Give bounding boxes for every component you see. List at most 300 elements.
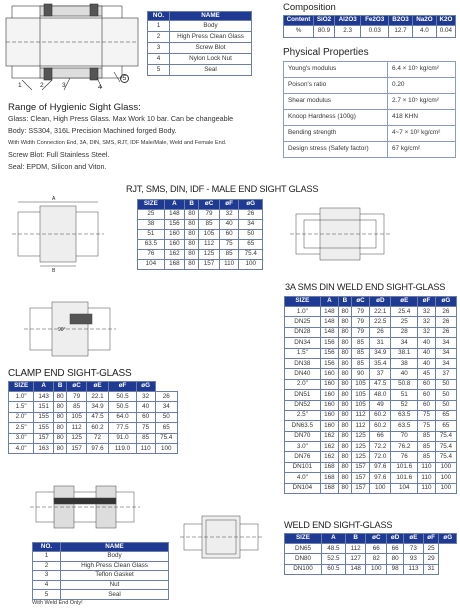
weld3a-cell: 34.9 (370, 348, 391, 358)
range-line: Body: SS304, 316L Precision Machined forged Body. (8, 126, 177, 135)
weld3a-cell: 80 (339, 327, 352, 337)
weld3a-row (285, 473, 457, 483)
composition-header: B2O3 (389, 16, 413, 26)
clamp-cell: 143 (34, 392, 53, 402)
weld3a-cell: 26 (435, 327, 456, 337)
weld3a-row (285, 348, 457, 358)
range-connection-line: With Width Connection End, 3A, DIN, SMS, RJT, IDF Male/Male, Weld and Female End. (8, 140, 227, 146)
clamp-row (9, 412, 178, 422)
weld3a-cell: 80 (339, 400, 352, 410)
drawing-label-b: B (52, 268, 56, 274)
weld3a-cell: 22.5 (370, 317, 391, 327)
weld-cell: 93 (404, 554, 424, 564)
weld3a-cell: 148 (320, 327, 338, 337)
callout-5: 5 (120, 74, 129, 83)
clamp-title: CLAMP END SIGHT-GLASS (8, 368, 132, 379)
weld-cell: DN80 (285, 554, 322, 564)
weld3a-cell: 90 (351, 369, 369, 379)
weld3a-cell: 79 (351, 307, 369, 317)
weld3a-cell: DN63.5 (285, 421, 321, 431)
weld3a-cell: DN25 (285, 317, 321, 327)
composition-header: Al2O3 (335, 16, 361, 26)
rjt-cell: 80 (185, 210, 199, 220)
weld3a-cell: 80 (339, 358, 352, 368)
clamp-cell: 157 (67, 443, 86, 453)
property-name: Knoop Hardness (100g) (284, 110, 388, 126)
rjt-cell: 26 (239, 210, 263, 220)
weld3a-cell: 97.6 (370, 462, 391, 472)
weld3a-cell: 40 (391, 369, 418, 379)
rjt-cell: 105 (199, 230, 219, 240)
weld3a-cell: 60 (418, 390, 436, 400)
clamp-cell: 157 (34, 433, 53, 443)
weld-cell: 98 (387, 564, 404, 574)
weld3a-row (285, 338, 457, 348)
weld3a-cell: 80 (339, 473, 352, 483)
clamp-cell: 1.0" (9, 392, 34, 402)
weld3a-cell: 63.5 (391, 410, 418, 420)
clamp-cell: 163 (34, 443, 53, 453)
rjt-cell: 25 (138, 210, 165, 220)
part-no: 1 (33, 552, 61, 562)
composition-table (283, 15, 456, 38)
property-value: 0.20 (388, 78, 456, 94)
rjt-header: SIZE (138, 200, 165, 210)
weld3a-cell: 157 (351, 483, 369, 493)
rjt-cell: 110 (219, 260, 239, 270)
weld3a-cell: 160 (320, 379, 338, 389)
weld3a-cell: 80 (339, 410, 352, 420)
rjt-cell: 148 (164, 210, 184, 220)
weld3a-row (285, 462, 457, 472)
clamp-cell: 80 (53, 392, 67, 402)
rjt-cell: 80 (185, 230, 199, 240)
weld3a-cell: 157 (351, 473, 369, 483)
range-line: Screw Blot: Full Stainless Steel. (8, 150, 110, 159)
clamp-row (9, 443, 178, 453)
weld3a-cell: 105 (351, 390, 369, 400)
rjt-title: RJT, SMS, DIN, IDF - MALE END SIGHT GLASS (126, 184, 319, 194)
weld3a-cell: 162 (320, 452, 338, 462)
weld-cell: 148 (345, 564, 366, 574)
weld3a-cell: 85 (351, 348, 369, 358)
weld-header: SIZE (285, 534, 322, 544)
range-title: Range of Hygienic Sight Glass: (8, 102, 141, 113)
weld-cell: 113 (404, 564, 424, 574)
weld3a-cell: 38 (391, 358, 418, 368)
weld3a-cell: 1.5" (285, 348, 321, 358)
weld3a-cell: 37 (370, 369, 391, 379)
weld-cell: 100 (366, 564, 387, 574)
composition-cell: 12.7 (389, 26, 413, 38)
part-no: 4 (148, 54, 170, 65)
weld3a-cell: 79 (351, 327, 369, 337)
weld3a-row (285, 442, 457, 452)
weld3a-cell: 160 (320, 421, 338, 431)
rjt-cell: 85 (199, 220, 219, 230)
weld3a-cell: 160 (320, 410, 338, 420)
weld3a-cell: 112 (351, 410, 369, 420)
weld3a-cell: 2.0" (285, 379, 321, 389)
rjt-cell: 75.4 (239, 250, 263, 260)
clamp-row (9, 402, 178, 412)
weld3a-cell: 34 (435, 358, 456, 368)
weld3a-cell: 110 (418, 462, 436, 472)
weld3a-cell: 32 (418, 327, 436, 337)
weld3a-cell: 52 (391, 400, 418, 410)
clamp-header: øG (136, 382, 155, 392)
weld-cell: 29 (423, 554, 439, 564)
weld-header: øE (404, 534, 424, 544)
clamp-cell: 80 (53, 433, 67, 443)
physical-properties-table (283, 61, 456, 158)
weld3a-cell: 85 (418, 431, 436, 441)
clamp-header: øC (67, 382, 86, 392)
part-name: Body (61, 552, 169, 562)
rjt-cell: 40 (219, 220, 239, 230)
clamp-row (9, 423, 178, 433)
rjt-cell: 32 (219, 210, 239, 220)
clamp-cell: 2.5" (9, 423, 34, 433)
weld3a-cell: 148 (320, 317, 338, 327)
property-name: Young's modulus (284, 62, 388, 78)
rjt-cell: 51 (138, 230, 165, 240)
weld3a-cell: 101.6 (391, 473, 418, 483)
weld3a-cell: 60.2 (370, 421, 391, 431)
clamp-cell: 26 (155, 392, 178, 402)
weld3a-cell: 75.4 (435, 442, 456, 452)
weld3a-cell: 72.2 (370, 442, 391, 452)
weld-cell: 66 (387, 544, 404, 554)
rjt-header: B (185, 200, 199, 210)
weld3a-cell: 156 (320, 338, 338, 348)
col-no: NO. (148, 12, 170, 21)
weld3a-cell: 50 (435, 390, 456, 400)
clamp-cell: 34.9 (86, 402, 108, 412)
weld3a-cell: 110 (418, 483, 436, 493)
clamp-header: øF (109, 382, 137, 392)
weld3a-cell: 51 (391, 390, 418, 400)
rjt-cell: 85 (219, 250, 239, 260)
rjt-cell: 104 (138, 260, 165, 270)
composition-header: Fe2O3 (361, 16, 389, 26)
weld3a-header: øF (418, 297, 436, 307)
property-value: 6.4 × 10⁵ kg/cm² (388, 62, 456, 78)
weld3a-cell: 34 (435, 348, 456, 358)
weld3a-cell: 80 (339, 462, 352, 472)
clamp-table (8, 381, 178, 454)
part-name: High Press Clean Glass (170, 32, 252, 43)
composition-cell: 4.0 (412, 26, 436, 38)
male-end-right-drawing (290, 204, 390, 266)
callout-1: 1 (18, 82, 22, 89)
weld-cell: DN65 (285, 544, 322, 554)
rjt-cell: 100 (239, 260, 263, 270)
weld3a-header: øC (351, 297, 369, 307)
rjt-cell: 80 (185, 260, 199, 270)
clamp-header: øE (86, 382, 108, 392)
weld-cell: DN100 (285, 564, 322, 574)
weld3a-header: øE (391, 297, 418, 307)
weld3a-cell: 85 (418, 442, 436, 452)
weld3a-cell: 75.4 (435, 452, 456, 462)
weld3a-cell: DN101 (285, 462, 321, 472)
rjt-header: øF (219, 200, 239, 210)
weld3a-cell: 148 (320, 307, 338, 317)
clamp-cell: 50 (155, 412, 178, 422)
weld3a-cell: 72.0 (370, 452, 391, 462)
weld3a-cell: 66 (370, 431, 391, 441)
bottom-parts-table (32, 542, 169, 600)
callout-4: 4 (98, 84, 102, 91)
physical-properties-title: Physical Properties (283, 47, 369, 58)
clamp-cell: 60 (136, 412, 155, 422)
property-name: Bending strength (284, 126, 388, 142)
weld3a-header: øG (435, 297, 456, 307)
weld3a-cell: 40 (418, 348, 436, 358)
weld3a-cell: 3.0" (285, 442, 321, 452)
weld3a-cell: 162 (320, 431, 338, 441)
clamp-cell: 47.5 (86, 412, 108, 422)
clamp-cell: 75 (136, 423, 155, 433)
weld3a-cell: 2.5" (285, 410, 321, 420)
rjt-cell: 65 (239, 240, 263, 250)
weld3a-table (284, 296, 457, 494)
weld3a-cell: 26 (435, 317, 456, 327)
weld-end-note: With Weld End Only! (32, 600, 83, 606)
weld3a-cell: 156 (320, 358, 338, 368)
weld3a-title: 3A SMS DIN WELD END SIGHT-GLASS (285, 282, 446, 292)
weld-cell: 127 (345, 554, 366, 564)
weld3a-row (285, 483, 457, 493)
weld3a-row (285, 358, 457, 368)
weld3a-cell: DN38 (285, 358, 321, 368)
clamp-cell: 155 (34, 423, 53, 433)
weld3a-cell: 80 (339, 483, 352, 493)
col-no: NO. (33, 543, 61, 552)
drawing-label-a: A (52, 196, 56, 202)
clamp-cell: 105 (67, 412, 86, 422)
rjt-cell: 162 (164, 250, 184, 260)
rjt-header: A (164, 200, 184, 210)
weld3a-cell: 80 (339, 390, 352, 400)
clamp-cell: 22.1 (86, 392, 108, 402)
weld-cell: 73 (404, 544, 424, 554)
weld-header: øG (439, 534, 457, 544)
rjt-cell: 50 (239, 230, 263, 240)
weld-header: B (345, 534, 366, 544)
rjt-cell: 157 (199, 260, 219, 270)
rjt-header: øC (199, 200, 219, 210)
weld3a-cell: 80 (339, 452, 352, 462)
weld3a-cell: 60 (418, 379, 436, 389)
weld3a-cell: 48.0 (370, 390, 391, 400)
weld3a-cell: 34 (391, 338, 418, 348)
clamp-cell: 50.5 (109, 392, 137, 402)
composition-header: SiO2 (314, 16, 335, 26)
weld-cell: 48.5 (321, 544, 345, 554)
weld3a-cell: 125 (351, 431, 369, 441)
weld3a-cell: 80 (339, 307, 352, 317)
part-no: 2 (148, 32, 170, 43)
clamp-cell: 77.5 (109, 423, 137, 433)
weld3a-cell: 65 (435, 410, 456, 420)
rjt-cell: 60 (219, 230, 239, 240)
weld3a-row (285, 327, 457, 337)
clamp-cell: 65 (155, 423, 178, 433)
clamp-row (9, 433, 178, 443)
weld3a-cell: 125 (351, 442, 369, 452)
property-value: 2.7 × 10⁵ kg/cm² (388, 94, 456, 110)
composition-cell: 80.9 (314, 26, 335, 38)
col-name: NAME (170, 12, 252, 21)
weld3a-cell: 70 (391, 431, 418, 441)
clamp-cell: 80 (53, 443, 67, 453)
top-parts-table (147, 11, 252, 76)
weld3a-cell: 37 (435, 369, 456, 379)
clamp-cell: 75.4 (155, 433, 178, 443)
rjt-cell: 76 (138, 250, 165, 260)
rjt-cell: 63.5 (138, 240, 165, 250)
weld3a-cell: 105 (351, 379, 369, 389)
weld3a-cell: DN52 (285, 400, 321, 410)
rjt-cell: 80 (185, 240, 199, 250)
weld3a-cell: 100 (435, 462, 456, 472)
weld3a-cell: 168 (320, 473, 338, 483)
composition-cell: 2.3 (335, 26, 361, 38)
rjt-cell: 38 (138, 220, 165, 230)
weld3a-cell: 49 (370, 400, 391, 410)
part-no: 1 (148, 21, 170, 32)
weld3a-cell: 100 (370, 483, 391, 493)
rjt-cell: 80 (185, 250, 199, 260)
weld3a-cell: 80 (339, 421, 352, 431)
property-name: Design stress (Safety factor) (284, 142, 388, 158)
part-no: 5 (148, 65, 170, 76)
weld-end-center-drawing (180, 508, 262, 564)
clamp-cell: 100 (155, 443, 178, 453)
weld3a-cell: 47.5 (370, 379, 391, 389)
weld3a-cell: DN51 (285, 390, 321, 400)
weld-title: WELD END SIGHT-GLASS (284, 520, 393, 530)
part-name: Teflon Gasket (61, 571, 169, 581)
clamp-cell: 50.5 (109, 402, 137, 412)
weld3a-cell: 168 (320, 483, 338, 493)
weld3a-cell: 26 (435, 307, 456, 317)
weld3a-cell: 76 (391, 452, 418, 462)
weld-header: A (321, 534, 345, 544)
weld-header: øD (387, 534, 404, 544)
weld3a-header: A (320, 297, 338, 307)
weld3a-cell: 80 (339, 348, 352, 358)
weld3a-cell: 34 (435, 338, 456, 348)
clamp-cell: 91.0 (109, 433, 137, 443)
weld3a-cell: 156 (320, 348, 338, 358)
clamp-cell: 80 (53, 402, 67, 412)
weld-header: øF (423, 534, 439, 544)
weld3a-cell: 40 (418, 358, 436, 368)
weld3a-header: B (339, 297, 352, 307)
clamp-cell: 80 (53, 412, 67, 422)
weld3a-cell: 160 (320, 369, 338, 379)
weld3a-cell: 168 (320, 462, 338, 472)
rjt-cell: 168 (164, 260, 184, 270)
weld3a-cell: 65 (435, 421, 456, 431)
composition-cell: 0.04 (436, 26, 455, 38)
clamp-header: A (34, 382, 53, 392)
weld-body (285, 544, 457, 575)
clamp-row (9, 392, 178, 402)
weld3a-cell: 32 (418, 307, 436, 317)
weld3a-cell: 97.6 (370, 473, 391, 483)
weld3a-header: SIZE (285, 297, 321, 307)
weld3a-cell: 1.0" (285, 307, 321, 317)
clamp-cell: 151 (34, 402, 53, 412)
rjt-cell: 79 (199, 210, 219, 220)
weld3a-cell: 80 (339, 338, 352, 348)
callout-3: 3 (62, 82, 66, 89)
weld3a-row (285, 317, 457, 327)
weld3a-cell: 80 (339, 442, 352, 452)
clamp-cell: 155 (34, 412, 53, 422)
weld3a-row (285, 390, 457, 400)
clamp-cell: 2.0" (9, 412, 34, 422)
clamp-cell: 32 (136, 392, 155, 402)
weld3a-cell: 40 (418, 338, 436, 348)
weld3a-cell: 80 (339, 317, 352, 327)
weld3a-row (285, 400, 457, 410)
weld3a-cell: 22.1 (370, 307, 391, 317)
weld3a-cell: 26 (370, 327, 391, 337)
weld-row (285, 544, 457, 554)
clamp-cell: 125 (67, 433, 86, 443)
weld3a-cell: 50 (435, 379, 456, 389)
clamp-cell: 4.0" (9, 443, 34, 453)
weld-cell: 80 (387, 554, 404, 564)
weld3a-row (285, 410, 457, 420)
weld3a-cell: 157 (351, 462, 369, 472)
composition-header: K2O (436, 16, 455, 26)
clamp-cell: 85 (136, 433, 155, 443)
part-no: 3 (33, 571, 61, 581)
part-name: Nut (61, 580, 169, 590)
weld3a-cell: 160 (320, 400, 338, 410)
part-name: High Press Clean Glass (61, 561, 169, 571)
weld3a-cell: 45 (418, 369, 436, 379)
rjt-cell: 112 (199, 240, 219, 250)
weld3a-cell: 80 (339, 369, 352, 379)
weld3a-cell: DN40 (285, 369, 321, 379)
rjt-table (137, 199, 263, 270)
clamp-cell: 60.2 (86, 423, 108, 433)
property-value: 67 kg/cm² (388, 142, 456, 158)
weld3a-row (285, 379, 457, 389)
col-name: NAME (61, 543, 169, 552)
composition-header: Na2O (412, 16, 436, 26)
weld3a-cell: 25 (391, 317, 418, 327)
weld3a-cell: 60.2 (370, 410, 391, 420)
clamp-cell: 3.0" (9, 433, 34, 443)
part-name: Seal (61, 590, 169, 600)
part-name: Body (170, 21, 252, 32)
weld3a-cell: 100 (435, 473, 456, 483)
weld3a-cell: 112 (351, 421, 369, 431)
part-no: 3 (148, 43, 170, 54)
weld3a-cell: 160 (320, 390, 338, 400)
weld3a-cell: 63.5 (391, 421, 418, 431)
weld3a-body (285, 307, 457, 494)
weld3a-cell: 104 (391, 483, 418, 493)
